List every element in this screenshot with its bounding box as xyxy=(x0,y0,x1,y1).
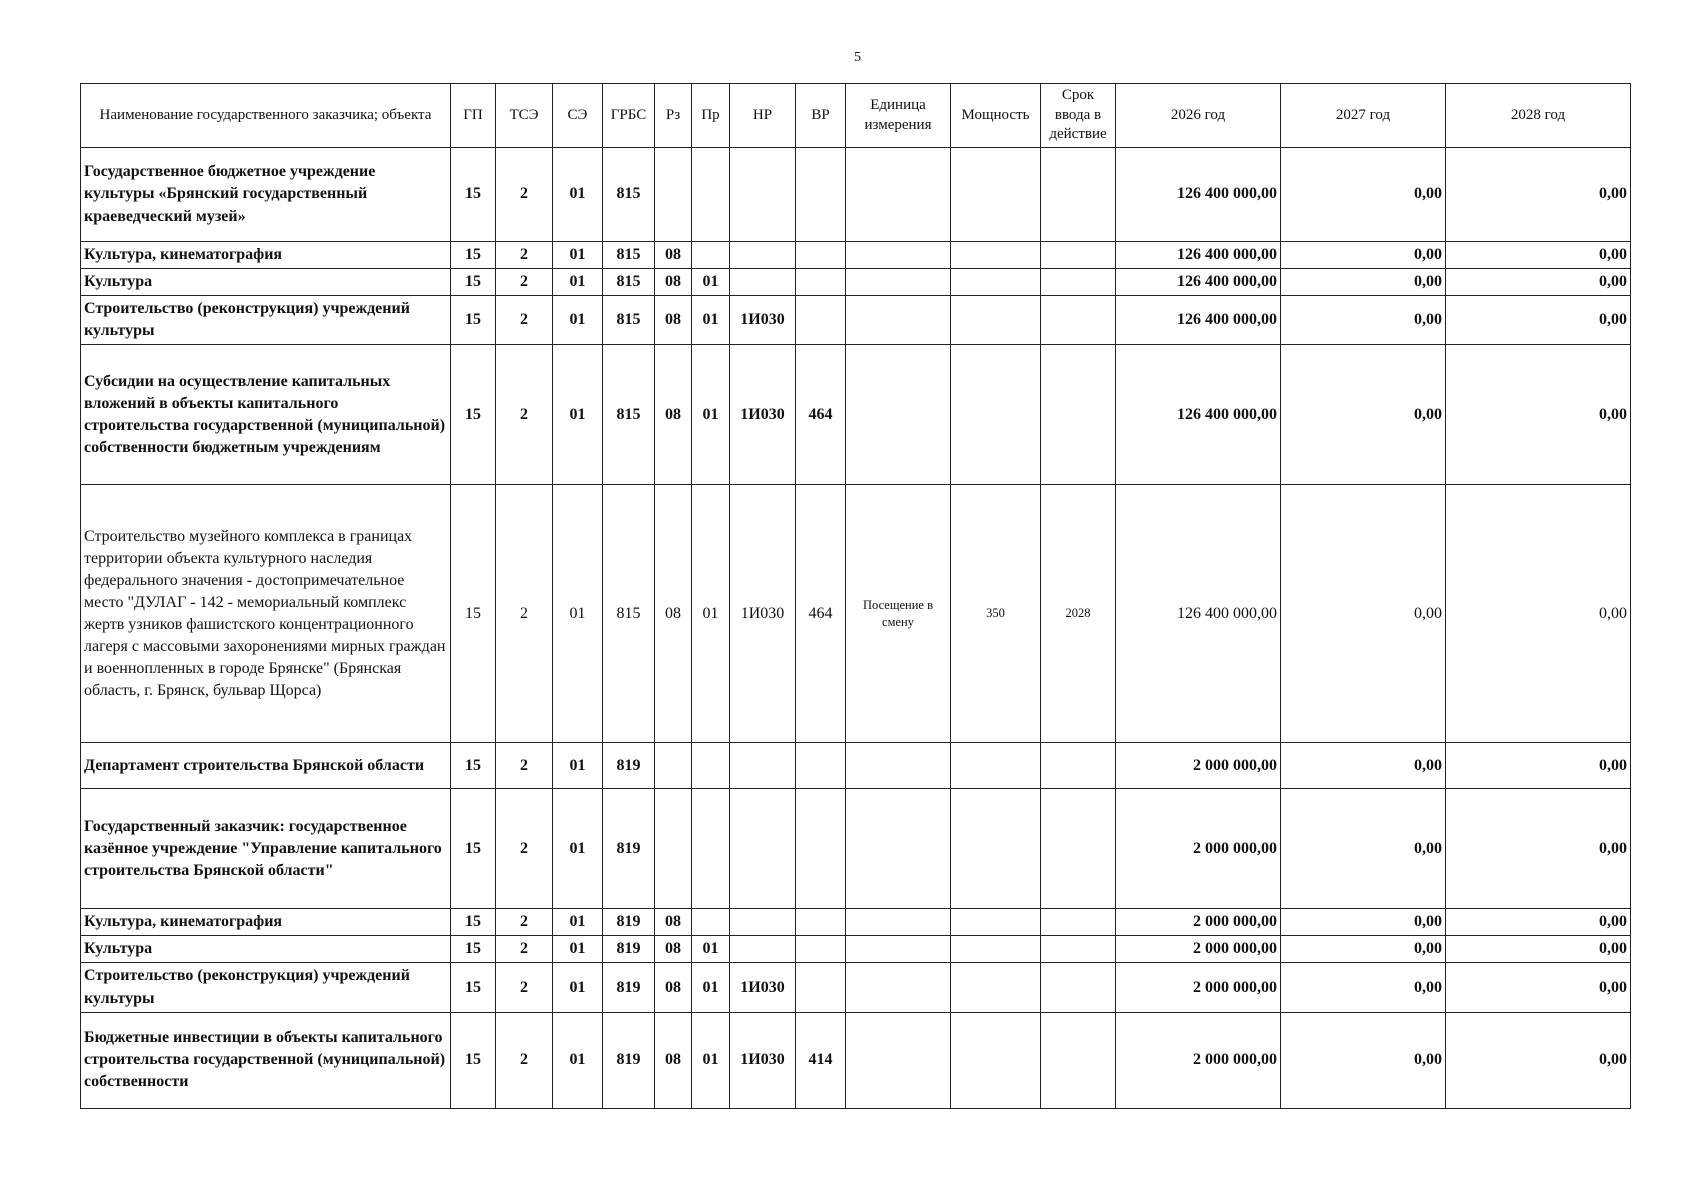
cell-unit xyxy=(846,242,951,269)
cell-tse: 2 xyxy=(496,789,553,909)
cell-unit xyxy=(846,1012,951,1108)
cell-vr xyxy=(796,296,846,345)
cell-grbs: 819 xyxy=(603,909,655,936)
cell-vr: 414 xyxy=(796,1012,846,1108)
cell-gp: 15 xyxy=(451,743,496,789)
header-nr: НР xyxy=(730,84,796,148)
cell-se: 01 xyxy=(553,345,603,485)
cell-2026: 126 400 000,00 xyxy=(1116,345,1281,485)
cell-vr: 464 xyxy=(796,485,846,743)
cell-unit xyxy=(846,345,951,485)
cell-unit xyxy=(846,743,951,789)
cell-2028: 0,00 xyxy=(1446,242,1631,269)
cell-name: Государственное бюджетное учреждение культуры «Брянский государственный краеведческий музей» xyxy=(81,148,451,242)
cell-tse: 2 xyxy=(496,1012,553,1108)
cell-2028: 0,00 xyxy=(1446,743,1631,789)
cell-nr: 1И030 xyxy=(730,345,796,485)
cell-tse: 2 xyxy=(496,269,553,296)
cell-se: 01 xyxy=(553,148,603,242)
cell-nr xyxy=(730,936,796,963)
cell-rz: 08 xyxy=(655,345,692,485)
cell-power xyxy=(951,296,1041,345)
cell-deadline: 2028 xyxy=(1041,485,1116,743)
header-2027: 2027 год xyxy=(1281,84,1446,148)
cell-name: Субсидии на осуществление капитальных вложений в объекты капитального строительства государственной (муниципальной) собственности бюджетным учреждениям xyxy=(81,345,451,485)
cell-2027: 0,00 xyxy=(1281,789,1446,909)
cell-unit: Посещение в смену xyxy=(846,485,951,743)
table-row xyxy=(81,743,1631,789)
cell-power xyxy=(951,909,1041,936)
table-row xyxy=(81,909,1631,936)
cell-vr xyxy=(796,269,846,296)
header-row xyxy=(81,84,1631,148)
cell-unit xyxy=(846,296,951,345)
cell-se: 01 xyxy=(553,963,603,1012)
header-rz: Рз xyxy=(655,84,692,148)
cell-gp: 15 xyxy=(451,789,496,909)
cell-2026: 2 000 000,00 xyxy=(1116,936,1281,963)
cell-2028: 0,00 xyxy=(1446,296,1631,345)
cell-vr xyxy=(796,963,846,1012)
cell-2026: 126 400 000,00 xyxy=(1116,242,1281,269)
cell-name: Бюджетные инвестиции в объекты капитального строительства государственной (муниципальной) собственности xyxy=(81,1012,451,1108)
cell-pr: 01 xyxy=(692,345,730,485)
table-row xyxy=(81,242,1631,269)
cell-2027: 0,00 xyxy=(1281,743,1446,789)
cell-deadline xyxy=(1041,789,1116,909)
cell-nr xyxy=(730,269,796,296)
table-row xyxy=(81,148,1631,242)
cell-power xyxy=(951,743,1041,789)
cell-unit xyxy=(846,789,951,909)
cell-nr: 1И030 xyxy=(730,296,796,345)
cell-unit xyxy=(846,148,951,242)
cell-grbs: 815 xyxy=(603,485,655,743)
cell-grbs: 819 xyxy=(603,743,655,789)
cell-grbs: 819 xyxy=(603,1012,655,1108)
cell-pr xyxy=(692,909,730,936)
cell-name: Строительство музейного комплекса в границах территории объекта культурного наследия федерального значения - достопримечательное место "ДУЛАГ - 142 - мемориальный комплекс жертв узников фашистского концентрационного лагеря с массовыми захоронениями мирных граждан и военнопленных в городе Брянске" (Брянская область, г. Брянск, бульвар Щорса) xyxy=(81,485,451,743)
cell-2028: 0,00 xyxy=(1446,485,1631,743)
cell-power xyxy=(951,1012,1041,1108)
cell-deadline xyxy=(1041,909,1116,936)
cell-nr xyxy=(730,789,796,909)
cell-vr xyxy=(796,743,846,789)
cell-tse: 2 xyxy=(496,743,553,789)
cell-nr: 1И030 xyxy=(730,1012,796,1108)
cell-deadline xyxy=(1041,936,1116,963)
cell-unit xyxy=(846,909,951,936)
cell-deadline xyxy=(1041,269,1116,296)
header-gp: ГП xyxy=(451,84,496,148)
cell-rz: 08 xyxy=(655,936,692,963)
cell-power xyxy=(951,242,1041,269)
cell-2028: 0,00 xyxy=(1446,345,1631,485)
cell-pr: 01 xyxy=(692,269,730,296)
cell-vr xyxy=(796,242,846,269)
cell-name: Культура, кинематография xyxy=(81,909,451,936)
table-row xyxy=(81,269,1631,296)
cell-pr: 01 xyxy=(692,936,730,963)
cell-tse: 2 xyxy=(496,963,553,1012)
cell-gp: 15 xyxy=(451,963,496,1012)
table-row xyxy=(81,485,1631,743)
header-deadline: Срок ввода в действие xyxy=(1041,84,1116,148)
cell-grbs: 819 xyxy=(603,789,655,909)
cell-tse: 2 xyxy=(496,909,553,936)
table-row xyxy=(81,1012,1631,1108)
table-row xyxy=(81,345,1631,485)
cell-se: 01 xyxy=(553,789,603,909)
cell-rz xyxy=(655,148,692,242)
cell-power: 350 xyxy=(951,485,1041,743)
cell-vr: 464 xyxy=(796,345,846,485)
cell-2027: 0,00 xyxy=(1281,485,1446,743)
cell-rz xyxy=(655,789,692,909)
table-row xyxy=(81,963,1631,1012)
cell-gp: 15 xyxy=(451,345,496,485)
cell-se: 01 xyxy=(553,242,603,269)
header-se: СЭ xyxy=(553,84,603,148)
cell-se: 01 xyxy=(553,936,603,963)
cell-2027: 0,00 xyxy=(1281,148,1446,242)
cell-deadline xyxy=(1041,1012,1116,1108)
cell-tse: 2 xyxy=(496,936,553,963)
cell-deadline xyxy=(1041,743,1116,789)
cell-pr: 01 xyxy=(692,963,730,1012)
cell-se: 01 xyxy=(553,1012,603,1108)
cell-2028: 0,00 xyxy=(1446,963,1631,1012)
cell-vr xyxy=(796,936,846,963)
cell-pr xyxy=(692,789,730,909)
cell-2026: 2 000 000,00 xyxy=(1116,909,1281,936)
cell-gp: 15 xyxy=(451,1012,496,1108)
cell-vr xyxy=(796,148,846,242)
header-power: Мощность xyxy=(951,84,1041,148)
cell-se: 01 xyxy=(553,269,603,296)
cell-power xyxy=(951,345,1041,485)
cell-nr xyxy=(730,743,796,789)
cell-grbs: 815 xyxy=(603,296,655,345)
cell-nr xyxy=(730,148,796,242)
cell-nr xyxy=(730,909,796,936)
cell-unit xyxy=(846,963,951,1012)
cell-2026: 126 400 000,00 xyxy=(1116,148,1281,242)
cell-pr xyxy=(692,148,730,242)
cell-2028: 0,00 xyxy=(1446,789,1631,909)
cell-2026: 2 000 000,00 xyxy=(1116,963,1281,1012)
cell-power xyxy=(951,789,1041,909)
cell-2028: 0,00 xyxy=(1446,1012,1631,1108)
cell-2027: 0,00 xyxy=(1281,345,1446,485)
cell-gp: 15 xyxy=(451,936,496,963)
cell-name: Культура, кинематография xyxy=(81,242,451,269)
cell-2027: 0,00 xyxy=(1281,963,1446,1012)
cell-se: 01 xyxy=(553,743,603,789)
cell-2027: 0,00 xyxy=(1281,1012,1446,1108)
cell-name: Культура xyxy=(81,269,451,296)
cell-rz: 08 xyxy=(655,909,692,936)
cell-rz: 08 xyxy=(655,296,692,345)
cell-gp: 15 xyxy=(451,242,496,269)
cell-deadline xyxy=(1041,242,1116,269)
cell-gp: 15 xyxy=(451,296,496,345)
cell-rz: 08 xyxy=(655,242,692,269)
cell-vr xyxy=(796,909,846,936)
cell-rz: 08 xyxy=(655,485,692,743)
cell-2028: 0,00 xyxy=(1446,269,1631,296)
header-tse: ТСЭ xyxy=(496,84,553,148)
cell-tse: 2 xyxy=(496,296,553,345)
cell-pr: 01 xyxy=(692,296,730,345)
cell-deadline xyxy=(1041,345,1116,485)
cell-grbs: 815 xyxy=(603,269,655,296)
cell-pr xyxy=(692,242,730,269)
cell-grbs: 815 xyxy=(603,242,655,269)
cell-2027: 0,00 xyxy=(1281,269,1446,296)
cell-rz: 08 xyxy=(655,963,692,1012)
cell-2028: 0,00 xyxy=(1446,936,1631,963)
cell-rz: 08 xyxy=(655,1012,692,1108)
cell-rz: 08 xyxy=(655,269,692,296)
cell-2026: 2 000 000,00 xyxy=(1116,1012,1281,1108)
cell-2027: 0,00 xyxy=(1281,242,1446,269)
cell-name: Строительство (реконструкция) учреждений культуры xyxy=(81,296,451,345)
cell-2028: 0,00 xyxy=(1446,909,1631,936)
header-unit: Единица измерения xyxy=(846,84,951,148)
cell-nr: 1И030 xyxy=(730,963,796,1012)
cell-se: 01 xyxy=(553,296,603,345)
cell-tse: 2 xyxy=(496,345,553,485)
table-row xyxy=(81,296,1631,345)
cell-name: Строительство (реконструкция) учреждений культуры xyxy=(81,963,451,1012)
cell-2026: 2 000 000,00 xyxy=(1116,789,1281,909)
cell-unit xyxy=(846,269,951,296)
header-vr: ВР xyxy=(796,84,846,148)
cell-deadline xyxy=(1041,963,1116,1012)
cell-2026: 126 400 000,00 xyxy=(1116,269,1281,296)
cell-2027: 0,00 xyxy=(1281,296,1446,345)
header-name: Наименование государственного заказчика; объекта xyxy=(81,84,451,148)
cell-power xyxy=(951,936,1041,963)
cell-tse: 2 xyxy=(496,242,553,269)
cell-vr xyxy=(796,789,846,909)
table-row xyxy=(81,789,1631,909)
cell-gp: 15 xyxy=(451,269,496,296)
cell-gp: 15 xyxy=(451,148,496,242)
table-row xyxy=(81,936,1631,963)
cell-deadline xyxy=(1041,148,1116,242)
header-2026: 2026 год xyxy=(1116,84,1281,148)
cell-2027: 0,00 xyxy=(1281,936,1446,963)
cell-rz xyxy=(655,743,692,789)
header-2028: 2028 год xyxy=(1446,84,1631,148)
cell-gp: 15 xyxy=(451,909,496,936)
cell-pr xyxy=(692,743,730,789)
budget-table xyxy=(80,83,1631,1109)
cell-nr: 1И030 xyxy=(730,485,796,743)
cell-pr: 01 xyxy=(692,485,730,743)
cell-tse: 2 xyxy=(496,485,553,743)
header-pr: Пр xyxy=(692,84,730,148)
cell-name: Культура xyxy=(81,936,451,963)
cell-power xyxy=(951,148,1041,242)
cell-pr: 01 xyxy=(692,1012,730,1108)
cell-se: 01 xyxy=(553,909,603,936)
header-grbs: ГРБС xyxy=(603,84,655,148)
cell-power xyxy=(951,269,1041,296)
cell-se: 01 xyxy=(553,485,603,743)
cell-nr xyxy=(730,242,796,269)
cell-grbs: 819 xyxy=(603,936,655,963)
cell-gp: 15 xyxy=(451,485,496,743)
cell-name: Департамент строительства Брянской области xyxy=(81,743,451,789)
cell-2026: 126 400 000,00 xyxy=(1116,296,1281,345)
cell-2028: 0,00 xyxy=(1446,148,1631,242)
cell-unit xyxy=(846,936,951,963)
cell-2026: 126 400 000,00 xyxy=(1116,485,1281,743)
page-number: 5 xyxy=(854,50,861,65)
cell-power xyxy=(951,963,1041,1012)
cell-grbs: 815 xyxy=(603,345,655,485)
cell-deadline xyxy=(1041,296,1116,345)
cell-2027: 0,00 xyxy=(1281,909,1446,936)
cell-name: Государственный заказчик: государственное казённое учреждение "Управление капитального строительства Брянской области" xyxy=(81,789,451,909)
cell-grbs: 819 xyxy=(603,963,655,1012)
cell-grbs: 815 xyxy=(603,148,655,242)
cell-2026: 2 000 000,00 xyxy=(1116,743,1281,789)
cell-tse: 2 xyxy=(496,148,553,242)
